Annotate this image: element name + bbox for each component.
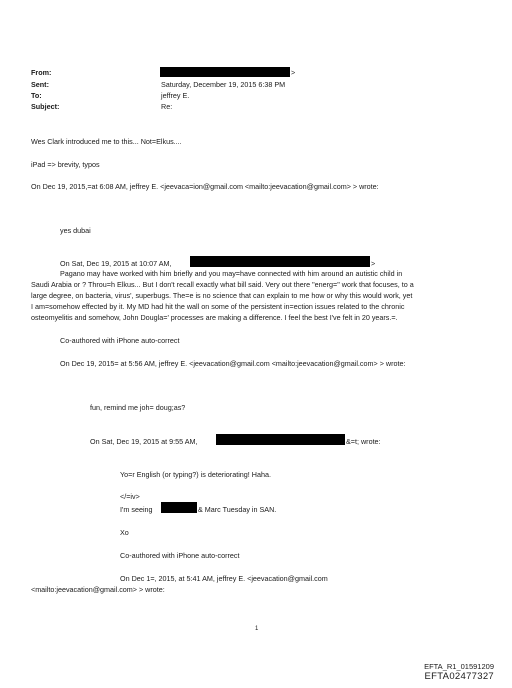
to-value: jeffrey E. bbox=[161, 91, 190, 100]
page-number: 1 bbox=[255, 626, 259, 632]
quote-header-1: On Dec 19, 2015,=at 6:08 AM, jeffrey E. <jeevaca=ion@gmail.com <mailto:jeevacation@gmail.com> > wrote: bbox=[31, 182, 379, 191]
paragraph-line: large degree, on bacteria, virus', superbugs. The=e is no science that can explain to me how or why this would work, yet bbox=[31, 291, 413, 300]
sent-value: Saturday, December 19, 2015 6:38 PM bbox=[161, 80, 286, 89]
quote-header-2-suffix: > bbox=[371, 259, 376, 268]
quote-header-3: On Dec 19, 2015= at 5:56 AM, jeffrey E. <jeevacation@gmail.com <mailto:jeevacation@gmail.com> > wrote: bbox=[60, 359, 406, 368]
body-line-seeing-prefix: I'm seeing bbox=[120, 505, 153, 514]
from-label: From: bbox=[31, 68, 52, 77]
redaction-bar bbox=[216, 434, 345, 445]
body-line-ipad: iPad => brevity, typos bbox=[31, 160, 100, 169]
quote-header-5: On Dec 1=, 2015, at 5:41 AM, jeffrey E. <jeevacation@gmail.com bbox=[120, 574, 328, 583]
body-line-english: Yo=r English (or typing?) is deteriorating! Haha. bbox=[120, 470, 271, 479]
signature-line: Co-authored with iPhone auto-correct bbox=[60, 336, 180, 345]
paragraph-line: osteomyelitis and somehow, John Dougla=' processes are making a difference. I feel the best I've felt in 20 years.=. bbox=[31, 313, 398, 322]
document-id-secondary: EFTA02477327 bbox=[424, 671, 494, 682]
subject-label: Subject: bbox=[31, 102, 60, 111]
redaction-bar bbox=[161, 502, 197, 513]
body-line-yes-dubai: yes dubai bbox=[60, 226, 91, 235]
body-line-xo: Xo bbox=[120, 528, 129, 537]
quote-header-5-cont: <mailto:jeevacation@gmail.com> > wrote: bbox=[31, 585, 165, 594]
paragraph-line: Saudi Arabia or ? Throu=h Elkus... But I don't recall exactly what bill said. Very out there "energ=" work that focuses, to a bbox=[31, 280, 414, 289]
body-line-wes-clark: Wes Clark introduced me to this... Not=Elkus.... bbox=[31, 137, 182, 146]
sent-label: Sent: bbox=[31, 80, 49, 89]
signature-line: Co-authored with iPhone auto-correct bbox=[120, 551, 240, 560]
document-id-primary: EFTA_R1_01591209 bbox=[424, 662, 494, 671]
quote-header-4-prefix: On Sat, Dec 19, 2015 at 9:55 AM, bbox=[90, 437, 198, 446]
body-line-div: </=iv> bbox=[120, 492, 140, 501]
redaction-bar bbox=[160, 67, 290, 77]
subject-value: Re: bbox=[161, 102, 173, 111]
body-line-fun: fun, remind me joh= doug;as? bbox=[90, 403, 186, 412]
paragraph-line: I am=somehow effected by it. My MD had hit the wall on some of the persistent in=ection issues related to the chronic bbox=[31, 302, 405, 311]
paragraph-line: Pagano may have worked with him briefly and you may=have connected with him around an autistic child in bbox=[60, 269, 403, 278]
body-line-seeing-suffix: & Marc Tuesday in SAN. bbox=[198, 505, 277, 514]
redaction-bar bbox=[190, 256, 370, 267]
to-label: To: bbox=[31, 91, 42, 100]
quote-header-2-prefix: On Sat, Dec 19, 2015 at 10:07 AM, bbox=[60, 259, 172, 268]
quote-header-4-suffix: &=t; wrote: bbox=[346, 437, 381, 446]
from-suffix: > bbox=[291, 68, 296, 77]
